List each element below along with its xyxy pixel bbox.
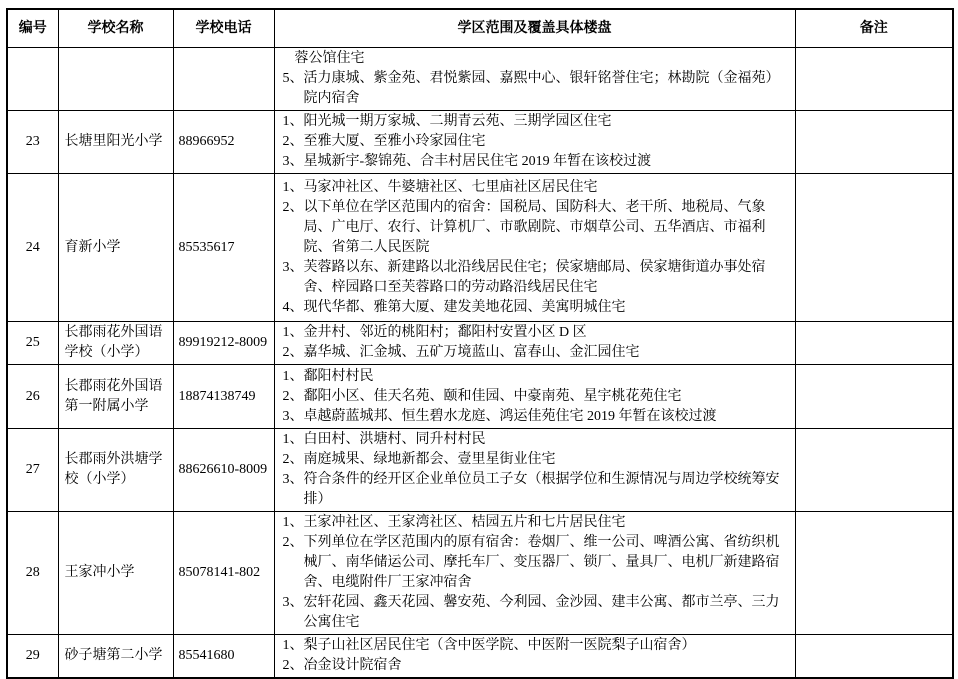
note-cell xyxy=(795,48,953,111)
school-name: 长郡雨外洪塘学校（小学） xyxy=(58,429,173,512)
table-row-25 xyxy=(7,322,953,365)
district-line: 2、至雅大厦、至雅小玲家园住宅 xyxy=(282,134,486,149)
school-district-table xyxy=(6,8,954,679)
header-school-phone: 学校电话 xyxy=(173,9,274,48)
district-line: 3、星城新宇-黎锦苑、合丰村居民住宅 2019 年暂在该校过渡 xyxy=(282,154,652,169)
district-line: 2、嘉华城、汇金城、五矿万境蓝山、富春山、金汇园住宅 xyxy=(282,345,640,360)
row-id: 24 xyxy=(7,174,58,322)
school-name: 长塘里阳光小学 xyxy=(58,111,173,174)
school-name: 长郡雨花外国语学校（小学） xyxy=(58,322,173,365)
header-note: 备注 xyxy=(795,9,953,48)
district-cell xyxy=(274,111,795,174)
table-row-29 xyxy=(7,635,953,679)
district-line: 1、白田村、洪塘村、同升村村民 xyxy=(282,432,486,447)
district-cell xyxy=(274,322,795,365)
district-cell xyxy=(274,365,795,429)
district-cell xyxy=(274,429,795,512)
table-row-26 xyxy=(7,365,953,429)
school-name: 砂子塘第二小学 xyxy=(58,635,173,679)
note-cell xyxy=(795,429,953,512)
district-line: 3、卓越蔚蓝城邦、恒生碧水龙庭、鸿运佳苑住宅 2019 年暂在该校过渡 xyxy=(282,408,717,424)
school-phone: 88966952 xyxy=(173,111,274,174)
school-phone: 88626610-8009 xyxy=(173,429,274,512)
school-phone: 85535617 xyxy=(173,174,274,322)
district-line: 2、南庭城果、绿地新都会、壹里星街业住宅 xyxy=(282,452,556,467)
note-cell xyxy=(795,174,953,322)
row-id: 29 xyxy=(7,635,58,679)
district-line: 2、下列单位在学区范围内的原有宿舍：卷烟厂、维一公司、啤酒公寓、省纺织机械厂、南华储运公司、摩托车厂、变压器厂、锁厂、量具厂、电机厂新建路宿舍、电缆附件厂王家冲宿舍 xyxy=(282,535,780,590)
table-row-28 xyxy=(7,512,953,635)
note-cell xyxy=(795,365,953,429)
district-line: 1、阳光城一期万家城、二期青云苑、三期学园区住宅 xyxy=(282,114,612,129)
row-id: 27 xyxy=(7,429,58,512)
district-line: 2、冶金设计院宿舍 xyxy=(282,658,402,673)
district-cell xyxy=(274,48,795,111)
district-line: 2、鄱阳小区、佳天名苑、颐和佳园、中豪南苑、星宇桃花苑住宅 xyxy=(282,388,682,404)
school-name: 育新小学 xyxy=(58,174,173,322)
school-phone: 89919212-8009 xyxy=(173,322,274,365)
district-line: 2、以下单位在学区范围内的宿舍：国税局、国防科大、老干所、地税局、气象局、广电厅、农行、计算机厂、市歌剧院、市烟草公司、五华酒店、市福利院、省第二人民医院 xyxy=(282,199,766,255)
district-line: 蓉公馆住宅 xyxy=(294,51,365,66)
school-name: 长郡雨花外国语第一附属小学 xyxy=(58,365,173,429)
district-line: 3、芙蓉路以东、新建路以北沿线居民住宅；侯家塘邮局、侯家塘街道办事处宿舍、梓园路口至芙蓉路口的劳动路沿线居民住宅 xyxy=(282,259,766,295)
district-line: 1、鄱阳村村民 xyxy=(282,368,374,384)
district-line: 4、现代华都、雅第大厦、建发美地花园、美寓明城住宅 xyxy=(282,299,626,315)
row-id: 26 xyxy=(7,365,58,429)
district-line: 1、梨子山社区居民住宅（含中医学院、中医附一医院梨子山宿舍） xyxy=(282,638,696,653)
header-id: 编号 xyxy=(7,9,58,48)
row-id: 25 xyxy=(7,322,58,365)
row-id xyxy=(7,48,58,111)
school-phone: 85541680 xyxy=(173,635,274,679)
school-name xyxy=(58,48,173,111)
school-name: 王家冲小学 xyxy=(58,512,173,635)
table-row-continuation xyxy=(7,48,953,111)
header-school-name: 学校名称 xyxy=(58,9,173,48)
district-line: 5、活力康城、紫金苑、君悦紫园、嘉熙中心、银轩铭誉住宅；林勘院（金福苑）院内宿舍 xyxy=(282,71,780,106)
note-cell xyxy=(795,111,953,174)
school-phone: 18874138749 xyxy=(173,365,274,429)
district-cell xyxy=(274,512,795,635)
district-cell xyxy=(274,635,795,679)
table-header-row xyxy=(7,9,953,48)
district-line: 1、王家冲社区、王家湾社区、桔园五片和七片居民住宅 xyxy=(282,515,626,530)
school-phone xyxy=(173,48,274,111)
district-line: 1、马家冲社区、牛婆塘社区、七里庙社区居民住宅 xyxy=(282,179,598,195)
district-line: 3、符合条件的经开区企业单位员工子女（根据学位和生源情况与周边学校统筹安排） xyxy=(282,472,780,507)
note-cell xyxy=(795,512,953,635)
table-row-27 xyxy=(7,429,953,512)
district-cell xyxy=(274,174,795,322)
district-line: 1、金井村、邻近的桃阳村；鄱阳村安置小区 D 区 xyxy=(282,325,587,340)
school-phone: 85078141-802 xyxy=(173,512,274,635)
header-district-range: 学区范围及覆盖具体楼盘 xyxy=(274,9,795,48)
note-cell xyxy=(795,322,953,365)
table-row-23 xyxy=(7,111,953,174)
table-row-24 xyxy=(7,174,953,322)
district-line: 3、宏轩花园、鑫天花园、馨安苑、今利园、金沙园、建丰公寓、都市兰亭、三力公寓住宅 xyxy=(282,595,780,630)
row-id: 23 xyxy=(7,111,58,174)
row-id: 28 xyxy=(7,512,58,635)
note-cell xyxy=(795,635,953,679)
